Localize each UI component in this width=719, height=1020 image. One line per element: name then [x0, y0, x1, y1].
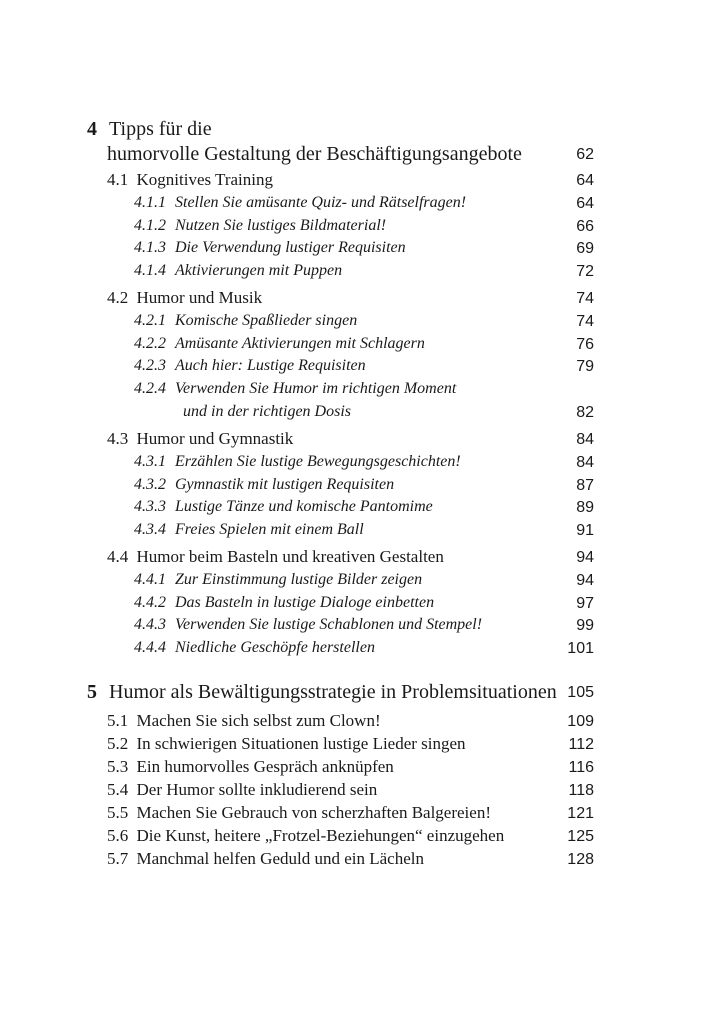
subsection-4-4-1	[134, 571, 422, 589]
subsection-4-2-4	[134, 380, 456, 398]
subsection-page: 91	[576, 522, 594, 539]
section-page: 94	[576, 549, 594, 566]
subsection-page: 69	[576, 240, 594, 257]
subsection-4-1-3	[134, 239, 406, 257]
section-title: Humor und Gymnastik	[136, 429, 294, 448]
subsection-title: Niedliche Geschöpfe herstellen	[175, 639, 375, 656]
subsection-4-4-2	[134, 594, 434, 612]
subsection-number: 4.1.4	[134, 262, 166, 279]
subsection-page: 89	[576, 499, 594, 516]
section-number: 5.1	[107, 711, 129, 730]
subsection-page: 101	[567, 640, 594, 657]
subsection-page: 76	[576, 336, 594, 353]
section-number: 4.1	[107, 170, 129, 189]
section-4-2	[107, 288, 262, 308]
section-5-6	[107, 826, 504, 846]
subsection-title: Gymnastik mit lustigen Requisiten	[175, 476, 395, 493]
subsection-4-1-4	[134, 262, 342, 280]
subsection-title: Auch hier: Lustige Requisiten	[175, 357, 366, 374]
subsection-title: Stellen Sie amüsante Quiz- und Rätselfragen!	[175, 194, 467, 211]
subsection-title: Aktivierungen mit Puppen	[175, 262, 343, 279]
section-number: 4.2	[107, 288, 129, 307]
subsection-number: 4.1.1	[134, 194, 166, 211]
section-page: 84	[576, 431, 594, 448]
subsection-page: 84	[576, 454, 594, 471]
subsection-title: Zur Einstimmung lustige Bilder zeigen	[175, 571, 423, 588]
subsection-4-3-4	[134, 521, 364, 539]
section-page: 118	[568, 782, 594, 799]
subsection-4-4-4	[134, 639, 375, 657]
section-number: 5.3	[107, 757, 129, 776]
subsection-title: Nutzen Sie lustiges Bildmaterial!	[175, 217, 387, 234]
subsection-title: Amüsante Aktivierungen mit Schlagern	[175, 335, 425, 352]
subsection-number: 4.4.1	[134, 571, 166, 588]
subsection-number: 4.2.2	[134, 335, 166, 352]
subsection-page: 82	[576, 404, 594, 421]
chapter-5-heading	[87, 681, 557, 704]
section-title: Ein humorvolles Gespräch anknüpfen	[136, 757, 394, 776]
section-4-3	[107, 429, 293, 449]
subsection-4-2-2	[134, 335, 425, 353]
subsection-title: Verwenden Sie lustige Schablonen und Stempel!	[175, 616, 483, 633]
section-5-1	[107, 711, 381, 731]
subsection-title-line2: und in der richtigen Dosis	[183, 403, 351, 420]
chapter-page: 62	[576, 146, 594, 163]
subsection-4-3-1	[134, 453, 461, 471]
subsection-page: 94	[576, 572, 594, 589]
subsection-page: 99	[576, 617, 594, 634]
subsection-number: 4.2.4	[134, 380, 166, 397]
section-number: 5.4	[107, 780, 129, 799]
section-number: 5.2	[107, 734, 129, 753]
subsection-number: 4.3.2	[134, 476, 166, 493]
section-5-5	[107, 803, 491, 823]
section-title: Humor beim Basteln und kreativen Gestalten	[136, 547, 444, 566]
chapter-title: Humor als Bewältigungsstrategie in Problemsituationen	[109, 681, 557, 703]
subsection-4-1-2	[134, 217, 386, 235]
section-page: 128	[567, 851, 594, 868]
subsection-4-4-3	[134, 616, 482, 634]
chapter-page: 105	[567, 684, 594, 701]
subsection-4-3-3	[134, 498, 433, 516]
section-page: 125	[567, 828, 594, 845]
section-number: 5.6	[107, 826, 129, 845]
subsection-4-2-1	[134, 312, 357, 330]
section-page: 64	[576, 172, 594, 189]
subsection-page: 72	[576, 263, 594, 280]
section-number: 5.5	[107, 803, 129, 822]
subsection-page: 64	[576, 195, 594, 212]
section-page: 74	[576, 290, 594, 307]
subsection-number: 4.3.1	[134, 453, 166, 470]
section-title: Manchmal helfen Geduld und ein Lächeln	[136, 849, 424, 868]
subsection-number: 4.1.3	[134, 239, 166, 256]
subsection-title: Lustige Tänze und komische Pantomime	[175, 498, 433, 515]
subsection-number: 4.4.3	[134, 616, 166, 633]
section-page: 121	[567, 805, 594, 822]
subsection-number: 4.4.4	[134, 639, 166, 656]
section-5-3	[107, 757, 394, 777]
subsection-page: 87	[576, 477, 594, 494]
chapter-title-line2: humorvolle Gestaltung der Beschäftigungsangebote	[107, 143, 522, 165]
subsection-page: 66	[576, 218, 594, 235]
subsection-number: 4.2.3	[134, 357, 166, 374]
subsection-title: Komische Spaßlieder singen	[175, 312, 358, 329]
subsection-number: 4.3.4	[134, 521, 166, 538]
subsection-4-2-3	[134, 357, 366, 375]
section-5-7	[107, 849, 424, 869]
subsection-page: 74	[576, 313, 594, 330]
section-4-1	[107, 170, 273, 190]
subsection-page: 97	[576, 595, 594, 612]
section-page: 112	[568, 736, 594, 753]
subsection-number: 4.2.1	[134, 312, 166, 329]
section-title: Kognitives Training	[136, 170, 273, 189]
subsection-title: Die Verwendung lustiger Requisiten	[175, 239, 406, 256]
section-title: Machen Sie Gebrauch von scherzhaften Balgereien!	[136, 803, 491, 822]
section-number: 4.4	[107, 547, 129, 566]
section-number: 5.7	[107, 849, 129, 868]
section-title: In schwierigen Situationen lustige Lieder singen	[136, 734, 466, 753]
chapter-number: 5	[87, 681, 97, 703]
subsection-4-1-1	[134, 194, 466, 212]
section-number: 4.3	[107, 429, 129, 448]
subsection-number: 4.1.2	[134, 217, 166, 234]
section-title: Humor und Musik	[136, 288, 263, 307]
subsection-page: 79	[576, 358, 594, 375]
subsection-title: Das Basteln in lustige Dialoge einbetten	[175, 594, 435, 611]
subsection-title: Freies Spielen mit einem Ball	[175, 521, 364, 538]
subsection-4-3-2	[134, 476, 394, 494]
chapter-4-heading	[87, 118, 212, 141]
section-5-2	[107, 734, 466, 754]
section-title: Machen Sie sich selbst zum Clown!	[136, 711, 381, 730]
chapter-number: 4	[87, 118, 97, 140]
section-5-4	[107, 780, 377, 800]
section-page: 109	[567, 713, 594, 730]
section-4-4	[107, 547, 444, 567]
section-title: Die Kunst, heitere „Frotzel-Beziehungen“ einzugehen	[136, 826, 505, 845]
subsection-title: Erzählen Sie lustige Bewegungsgeschichten!	[175, 453, 461, 470]
section-page: 116	[568, 759, 594, 776]
section-title: Der Humor sollte inkludierend sein	[136, 780, 378, 799]
subsection-title: Verwenden Sie Humor im richtigen Moment	[175, 380, 457, 397]
subsection-number: 4.3.3	[134, 498, 166, 515]
subsection-number: 4.4.2	[134, 594, 166, 611]
chapter-title-line1: Tipps für die	[109, 118, 212, 140]
